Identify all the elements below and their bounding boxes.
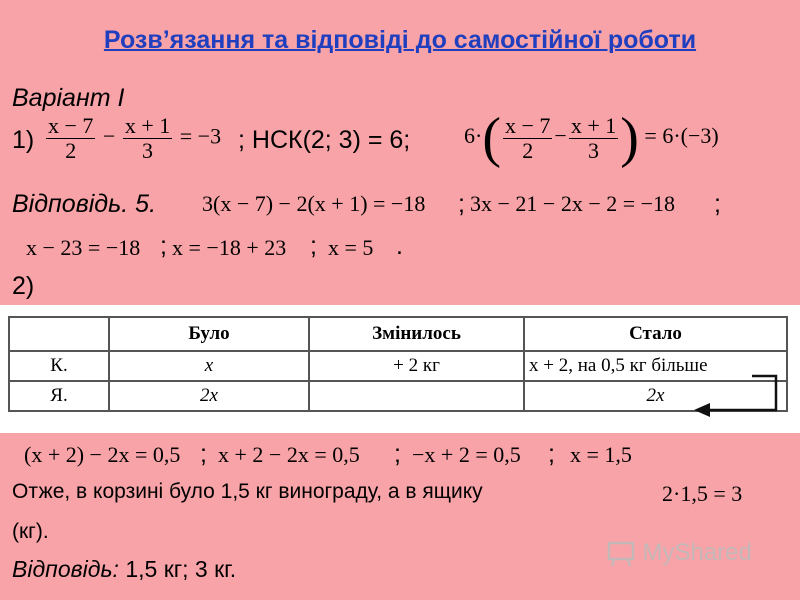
separator: ;: [200, 440, 207, 468]
equation-2c: −x + 2 = 0,5: [412, 442, 521, 467]
table-header: [9, 317, 109, 351]
table-row: [9, 351, 787, 381]
separator: ;: [310, 232, 317, 260]
fraction-2: $\frac{x + 1}{3}$: [124, 113, 171, 163]
separator: ;: [458, 190, 465, 218]
problem-table: [8, 316, 788, 412]
problem-1-number: 1): [12, 126, 35, 154]
presentation-icon: [606, 538, 638, 568]
final-answer-value: 1,5 кг; 3 кг.: [118, 556, 237, 582]
step-5: x = 5: [328, 235, 374, 260]
step-2: 3x − 21 − 2x − 2 = −18: [470, 191, 676, 216]
table-cell: x: [109, 351, 309, 381]
table-row: [9, 381, 787, 411]
separator: ;: [160, 232, 167, 260]
table-header: Стало: [524, 317, 787, 351]
table-cell: К.: [9, 351, 109, 381]
separator: ;: [394, 440, 401, 468]
separator: ;: [714, 190, 721, 218]
table-header: Змінилось: [309, 317, 524, 351]
equation-1-multiplied: 6·( $\frac{x - 7}{2}$ − $\frac{x + 1}{3}$ ) = 6·(−3): [464, 107, 719, 169]
problem-2-number: 2): [12, 272, 35, 300]
unit-text: (кг).: [12, 520, 49, 543]
table-header: Було: [109, 317, 309, 351]
table-cell: 2x: [524, 381, 787, 411]
equation-2b: x + 2 − 2x = 0,5: [218, 442, 360, 467]
nsk-text: ; НСК(2; 3) = 6;: [238, 126, 411, 154]
conclusion-calc: 2·1,5 = 3: [662, 481, 743, 506]
final-answer-label: Відповідь:: [12, 556, 119, 582]
table-cell: 2x: [109, 381, 309, 411]
final-answer: [12, 556, 236, 583]
period: .: [396, 232, 403, 260]
page-title: Розв’язання та відповіді до самостійної роботи: [103, 26, 697, 54]
fraction-1: $\frac{x - 7}{2}$: [48, 113, 94, 163]
equation-2a: (x + 2) − 2x = 0,5: [24, 442, 181, 467]
equation-2d: x = 1,5: [570, 442, 632, 467]
table-cell: Я.: [9, 381, 109, 411]
answer-1-label: Відповідь. 5.: [12, 190, 157, 218]
step-1: 3(x − 7) − 2(x + 1) = −18: [202, 191, 426, 216]
table-cell: [309, 381, 524, 411]
relation-arrow-icon: [690, 368, 790, 418]
watermark: [606, 538, 752, 568]
variant-heading: Варіант І: [12, 84, 125, 112]
separator: ;: [548, 440, 555, 468]
step-3: x − 23 = −18: [26, 235, 141, 260]
table-cell: + 2 кг: [309, 351, 524, 381]
equation-rhs: = −3: [179, 123, 222, 149]
watermark-text: MyShared: [642, 539, 752, 566]
table-header-row: [9, 317, 787, 351]
minus-sign: −: [102, 123, 116, 149]
equation-1: [44, 114, 221, 163]
conclusion-text: Отже, в корзині було 1,5 кг винограду, а в ящику: [12, 480, 483, 503]
step-4: x = −18 + 23: [172, 235, 287, 260]
table-cell: x + 2, на 0,5 кг більше: [524, 351, 787, 381]
